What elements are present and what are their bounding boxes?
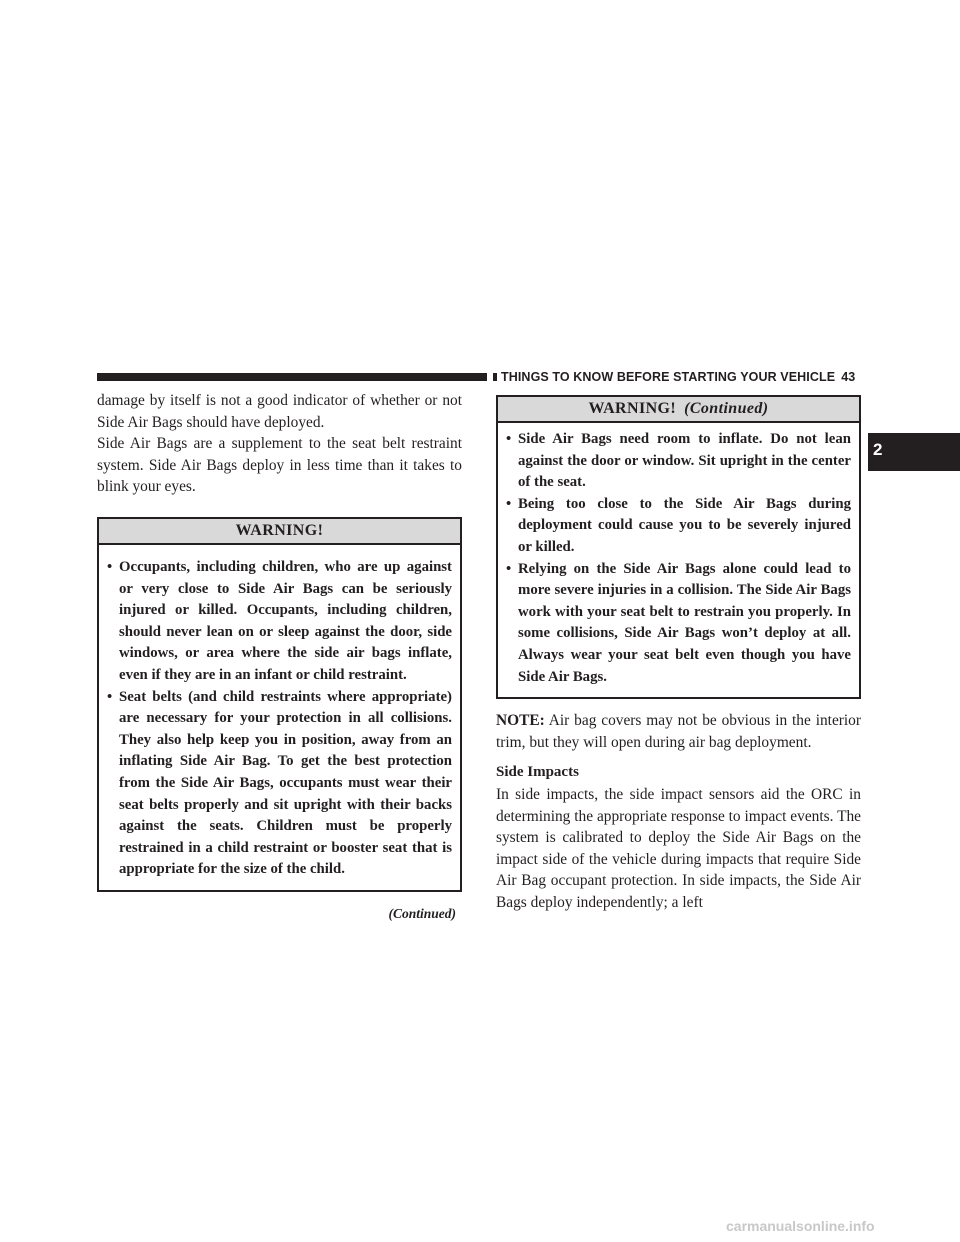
warning-title-suffix: (Continued) [684, 400, 769, 417]
note-paragraph [496, 710, 861, 753]
warning-title: WARNING! (Continued) [498, 397, 859, 423]
warning-bullet: • Seat belts (and child restraints where appropriate) are necessary for your protection in all collisions. They also help keep you in position, away from an inflating Side Air Bag. To get the best protection from the Side Air Bags, occupants must wear their seat belts properly and sit upright with their backs against the seats. Children must be properly restrained in a child restraint or booster seat that is appropriate for the size of the child. [107, 688, 452, 878]
bullet-glyph: • [506, 560, 512, 577]
warning-list [498, 423, 859, 697]
page-number: 43 [841, 370, 856, 384]
note-label: NOTE: [496, 712, 545, 730]
paragraph: damage by itself is not a good indicator of whether or not Side Air Bags should have deployed. [97, 392, 462, 431]
warning-list [99, 545, 460, 890]
warning-bullet: • Being too close to the Side Air Bags during deployment could cause you to be severely injured or killed. [506, 495, 851, 555]
chapter-number: 2 [873, 440, 883, 459]
warning-box-continued [496, 395, 861, 699]
paragraph: In side impacts, the side impact sensors aid the ORC in determining the appropriate response to impact events. The system is calibrated to deploy the Side Air Bags on the impact side of the vehicle during impacts that require Side Air Bag occupant protection. In side impacts, the Side Air Bags deploy independently; a left [496, 785, 861, 911]
warning-bullet: • Relying on the Side Air Bags alone could lead to more severe injuries in a collision. The Side Air Bags work with your seat belt to restrain you properly. In some collisions, Side Air Bags won’t deploy at all. Always wear your seat belt even though you have Side Air Bags. [506, 560, 851, 685]
warning-title: WARNING! [99, 519, 460, 545]
bullet-glyph: • [506, 495, 512, 512]
right-column [496, 395, 861, 913]
watermark: carmanualsonline.info [726, 1218, 875, 1234]
warning-bullet: • Occupants, including children, who are up against or very close to Side Air Bags can be seriously injured or killed. Occupants, including children, should never lean on or sleep against the door, side windows, or area where the side air bags inflate, even if they are in an infant or child restraint. [107, 558, 452, 683]
header-rule [97, 373, 487, 381]
bullet-glyph: • [107, 688, 113, 705]
continued-label: (Continued) [388, 905, 456, 921]
note-text: Air bag covers may not be obvious in the interior trim, but they will open during air bag deployment. [496, 712, 862, 751]
bullet-glyph: • [107, 558, 113, 575]
section-subheading: Side Impacts [496, 764, 579, 781]
header-rule-accent [493, 373, 497, 381]
paragraph: Side Air Bags are a supplement to the seat belt restraint system. Side Air Bags deploy in less time than it takes to blink your eyes. [97, 435, 462, 496]
bullet-glyph: • [506, 431, 512, 447]
running-header [501, 370, 855, 384]
left-column [97, 390, 462, 922]
warning-box [97, 517, 462, 892]
chapter-tab [868, 433, 960, 471]
section-title: THINGS TO KNOW BEFORE STARTING YOUR VEHICLE [501, 370, 836, 384]
warning-bullet: • Side Air Bags need room to inflate. Do not lean against the door or window. Sit upright in the center of the seat. [506, 431, 851, 491]
